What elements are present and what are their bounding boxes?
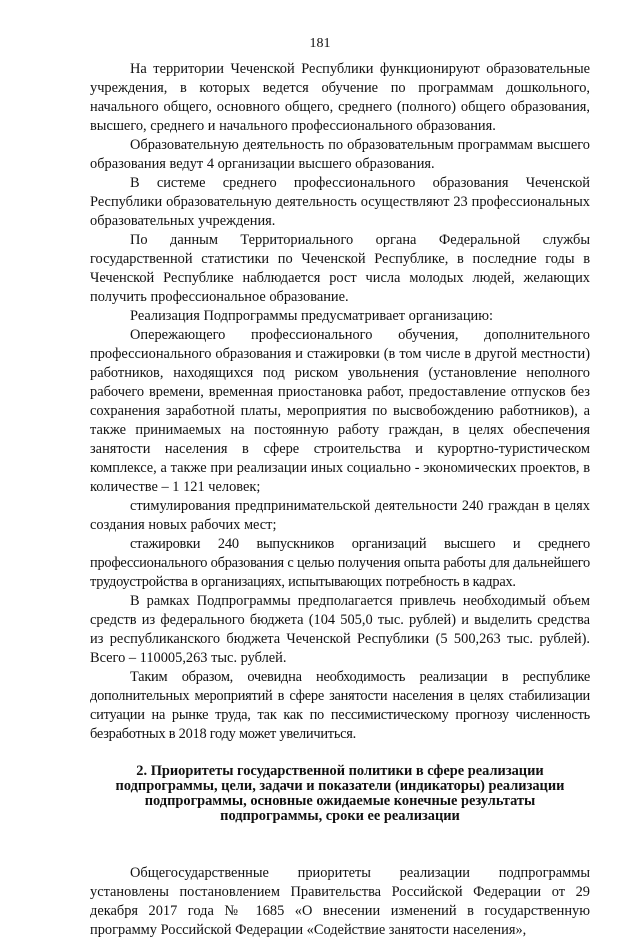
paragraph-conclusion: Таким образом, очевидна необходимость реализации в республике дополнительных мероприятий в сфере занятости населения в целях стабилизации ситуации на рынке труда, так как по пессимистическому прогнозу численность безработных в 2018 году может увеличиться. [90, 669, 590, 742]
page-content [90, 60, 590, 940]
paragraph-institutions: На территории Чеченской Республики функционируют образовательные учреждения, в которых ведется обучение по программам дошкольного, начального общего, основного общего, среднего (полного) общего образования, высшего, среднего и начального профессионального образования. [90, 61, 590, 134]
paragraph-funding: В рамках Подпрограммы предполагается привлечь необходимый объем средств из федерального бюджета (104 505,0 тыс. рублей) и выделить средства из республиканского бюджета Чеченской Республики (5 500,263 тыс. рублей). Всего – 110005,263 тыс. рублей. [90, 593, 590, 666]
paragraph-subprogram-organization: Реализация Подпрограммы предусматривает организацию: [130, 308, 493, 324]
paragraph-priorities: Общегосударственные приоритеты реализации подпрограммы установлены постановлением Правительства Российской Федерации от 29 декабря 2017 года № 1685 «О внесении изменений в государственную программу Российской Федерации «Содействие занятости населения», [90, 865, 590, 938]
paragraph-higher-education: Образовательную деятельность по образовательным программам высшего образования ведут 4 организации высшего образования. [90, 137, 590, 172]
paragraph-advanced-training: Опережающего профессионального обучения, дополнительного профессионального образования и стажировки (в том числе в другой местности) работников, находящихся под риском увольнения (установление неполного рабочего времени, временная приостановка работ, предоставление отпусков без сохранения заработной платы, мероприятия по высвобождению работников), а также принимаемых на постоянную работу граждан, в целях обеспечения занятости населения в сфере строительства и курортно-туристическом комплексе, а также при реализации иных социально - экономических проектов, в количестве – 1 121 человек; [90, 327, 590, 495]
page-number: 181 [309, 36, 331, 51]
paragraph-entrepreneurship: стимулирования предпринимательской деятельности 240 граждан в целях создания новых рабочих мест; [90, 498, 590, 533]
section-heading: 2. Приоритеты государственной политики в сфере реализации подпрограммы, цели, задачи и показатели (индикаторы) реализации подпрограммы, основные ожидаемые конечные результаты подпрограммы, сроки ее реализации [115, 763, 565, 824]
paragraph-statistics: По данным Территориального органа Федеральной службы государственной статистики по Чеченской Республике, в последние годы в Чеченской Республике наблюдается рост числа молодых людей, желающих получить профессиональное образование. [90, 232, 590, 305]
paragraph-secondary-vocational: В системе среднего профессионального образования Чеченской Республики образовательную деятельность осуществляют 23 профессиональных образовательных учреждения. [90, 175, 590, 229]
paragraph-internships: стажировки 240 выпускников организаций высшего и среднего профессионального образования с целью получения опыта работы для дальнейшего трудоустройства в организациях, испытывающих потребность в кадрах. [90, 536, 590, 590]
